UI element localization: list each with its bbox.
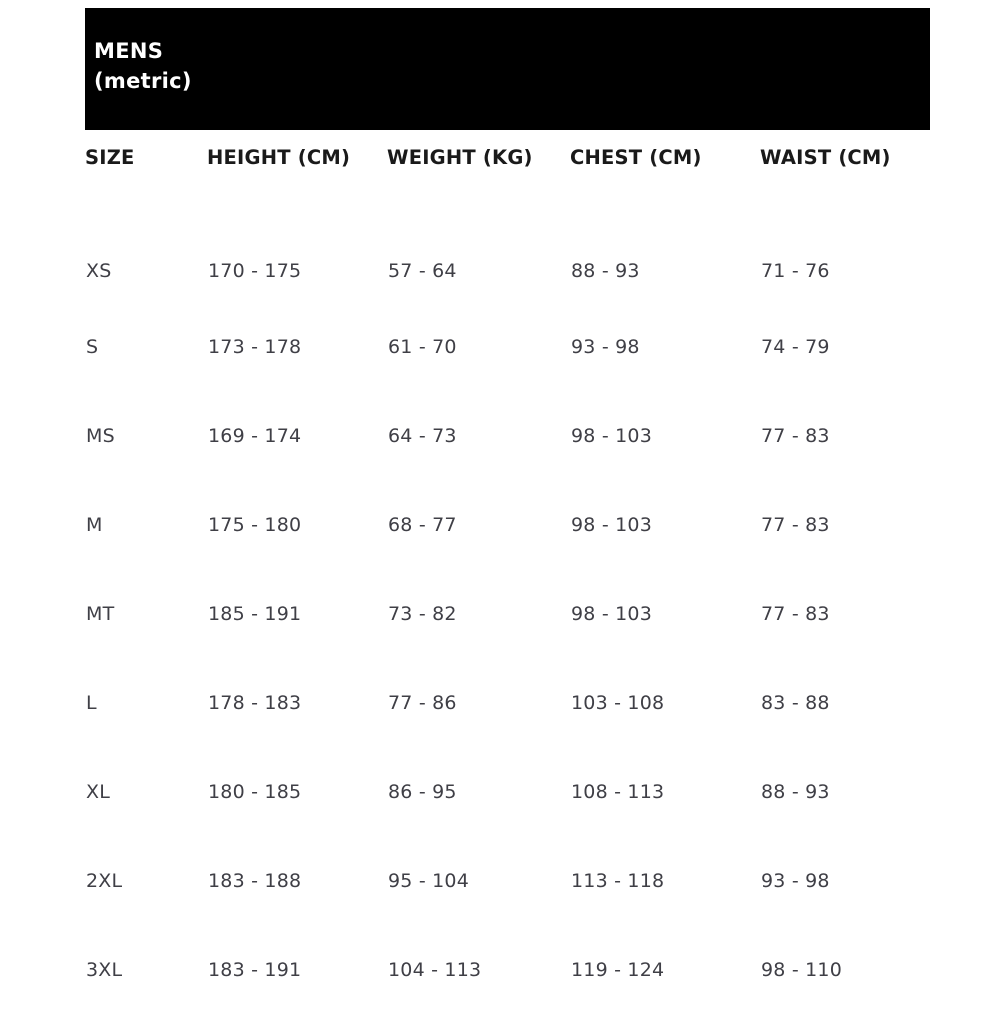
cell-height: 180 - 185 bbox=[208, 780, 302, 803]
cell-weight: 104 - 113 bbox=[388, 958, 482, 981]
cell-height: 185 - 191 bbox=[208, 602, 302, 625]
cell-waist: 83 - 88 bbox=[761, 691, 830, 714]
table-body bbox=[85, 177, 930, 1014]
cell-height: 175 - 180 bbox=[208, 513, 302, 536]
cell-weight: 86 - 95 bbox=[388, 780, 457, 803]
cell-waist: 98 - 110 bbox=[761, 958, 842, 981]
table-row bbox=[85, 836, 930, 925]
cell-size: S bbox=[86, 335, 99, 358]
cell-size: XL bbox=[86, 780, 111, 803]
table-row bbox=[85, 480, 930, 569]
chart-title-line-1: MENS bbox=[94, 39, 164, 63]
cell-size: L bbox=[86, 691, 97, 714]
cell-weight: 57 - 64 bbox=[388, 260, 457, 282]
cell-weight: 61 - 70 bbox=[388, 335, 457, 358]
cell-weight: 77 - 86 bbox=[388, 691, 457, 714]
cell-chest: 108 - 113 bbox=[571, 780, 665, 803]
cell-size: MT bbox=[86, 602, 115, 625]
cell-height: 170 - 175 bbox=[208, 260, 302, 282]
cell-size: XS bbox=[86, 260, 112, 282]
cell-chest: 119 - 124 bbox=[571, 958, 665, 981]
column-header-waist: WAIST (CM) bbox=[760, 146, 891, 169]
cell-chest: 113 - 118 bbox=[571, 869, 665, 892]
cell-chest: 103 - 108 bbox=[571, 691, 665, 714]
cell-waist: 93 - 98 bbox=[761, 869, 830, 892]
chart-title-line-2: (metric) bbox=[94, 69, 192, 93]
cell-chest: 93 - 98 bbox=[571, 335, 640, 358]
cell-height: 178 - 183 bbox=[208, 691, 302, 714]
cell-height: 183 - 188 bbox=[208, 869, 302, 892]
cell-size: M bbox=[86, 513, 103, 536]
table-header-row bbox=[85, 146, 930, 177]
chart-title bbox=[94, 36, 394, 96]
cell-chest: 98 - 103 bbox=[571, 602, 652, 625]
table-row bbox=[85, 569, 930, 658]
cell-height: 173 - 178 bbox=[208, 335, 302, 358]
cell-size: 2XL bbox=[86, 869, 123, 892]
cell-chest: 98 - 103 bbox=[571, 513, 652, 536]
cell-waist: 71 - 76 bbox=[761, 260, 830, 282]
table-row bbox=[85, 177, 930, 302]
cell-size: MS bbox=[86, 424, 115, 447]
table-row bbox=[85, 658, 930, 747]
column-header-height: HEIGHT (CM) bbox=[207, 146, 351, 169]
table-row bbox=[85, 925, 930, 1014]
cell-size: 3XL bbox=[86, 958, 123, 981]
cell-chest: 98 - 103 bbox=[571, 424, 652, 447]
cell-weight: 73 - 82 bbox=[388, 602, 457, 625]
column-header-size: SIZE bbox=[85, 146, 135, 169]
column-header-weight: WEIGHT (KG) bbox=[387, 146, 533, 169]
cell-waist: 77 - 83 bbox=[761, 513, 830, 536]
table-header bbox=[85, 146, 930, 177]
table-row bbox=[85, 747, 930, 836]
cell-height: 183 - 191 bbox=[208, 958, 302, 981]
size-table bbox=[85, 146, 930, 1014]
table-row bbox=[85, 391, 930, 480]
cell-weight: 64 - 73 bbox=[388, 424, 457, 447]
cell-weight: 95 - 104 bbox=[388, 869, 469, 892]
column-header-chest: CHEST (CM) bbox=[570, 146, 702, 169]
table-row bbox=[85, 302, 930, 391]
cell-weight: 68 - 77 bbox=[388, 513, 457, 536]
cell-waist: 77 - 83 bbox=[761, 602, 830, 625]
cell-waist: 88 - 93 bbox=[761, 780, 830, 803]
cell-waist: 74 - 79 bbox=[761, 335, 830, 358]
cell-waist: 77 - 83 bbox=[761, 424, 830, 447]
cell-height: 169 - 174 bbox=[208, 424, 302, 447]
cell-chest: 88 - 93 bbox=[571, 260, 640, 282]
